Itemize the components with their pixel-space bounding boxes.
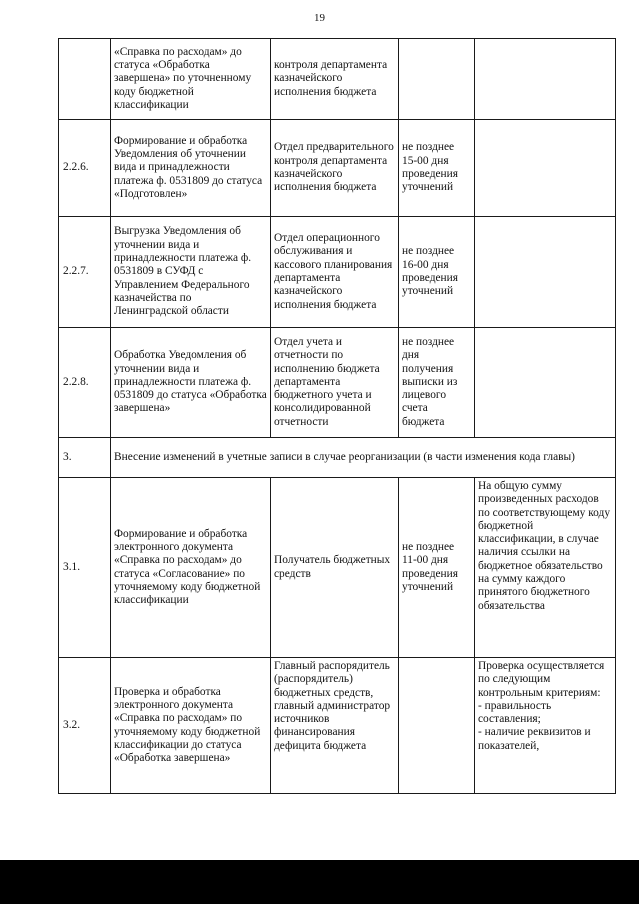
row-action: Формирование и обработка электронного документа «Справка по расходам» до статуса «Согласование» по уточняемому коду бюджетной классификации [111,478,271,658]
row-note [475,328,616,438]
table-row [59,328,616,438]
row-deadline: не позднее 15-00 дня проведения уточнений [399,120,475,217]
row-executor: Главный распорядитель (распорядитель) бюджетных средств, главный администратор источников финансирования дефицита бюджета [271,658,399,794]
row-executor: Получатель бюджетных средств [271,478,399,658]
procedure-table [58,38,616,794]
row-deadline [399,658,475,794]
section-title: Внесение изменений в учетные записи в случае реорганизации (в части изменения кода главы) [111,438,616,478]
row-action: Выгрузка Уведомления об уточнении вида и принадлежности платежа ф. 0531809 в СУФД с Управлением Федерального казначейства по Ленинградской области [111,217,271,328]
table-row [59,658,616,794]
row-deadline: не позднее 11-00 дня проведения уточнений [399,478,475,658]
row-action: Проверка и обработка электронного документа «Справка по расходам» по уточняемому коду бюджетной классификации до статуса «Обработка завершена» [111,658,271,794]
row-deadline: не позднее дня получения выписки из лицевого счета бюджета [399,328,475,438]
row-action: Формирование и обработка Уведомления об уточнении вида и принадлежности платежа ф. 0531809 до статуса «Подготовлен» [111,120,271,217]
row-number: 2.2.8. [59,328,111,438]
row-executor: Отдел учета и отчетности по исполнению бюджета департамента бюджетного учета и консолидированной отчетности [271,328,399,438]
row-number [59,39,111,120]
row-number: 3.2. [59,658,111,794]
section-row [59,438,616,478]
row-deadline [399,39,475,120]
table-row [59,39,616,120]
row-executor: Отдел предварительного контроля департамента казначейского исполнения бюджета [271,120,399,217]
section-number: 3. [59,438,111,478]
table-row [59,478,616,658]
row-executor: Отдел операционного обслуживания и кассового планирования департамента казначейского исполнения бюджета [271,217,399,328]
page-number: 19 [314,12,325,24]
row-action: «Справка по расходам» до статуса «Обработка завершена» по уточненному коду бюджетной классификации [111,39,271,120]
row-note [475,217,616,328]
row-note: На общую сумму произведенных расходов по соответствующему коду бюджетной классификации, в случае наличия ссылки на бюджетное обязательство на сумму каждого принятого бюджетного обязательства [475,478,616,658]
row-note [475,39,616,120]
table-row [59,217,616,328]
row-note [475,120,616,217]
scan-bottom-border [0,860,639,904]
row-note: Проверка осуществляется по следующим контрольным критериям: - правильность составления; - наличие реквизитов и показателей, [475,658,616,794]
table-row [59,120,616,217]
row-number: 2.2.6. [59,120,111,217]
row-number: 2.2.7. [59,217,111,328]
row-executor: контроля департамента казначейского исполнения бюджета [271,39,399,120]
row-deadline: не позднее 16-00 дня проведения уточнений [399,217,475,328]
row-number: 3.1. [59,478,111,658]
row-action: Обработка Уведомления об уточнении вида и принадлежности платежа ф. 0531809 до статуса «Обработка завершена» [111,328,271,438]
